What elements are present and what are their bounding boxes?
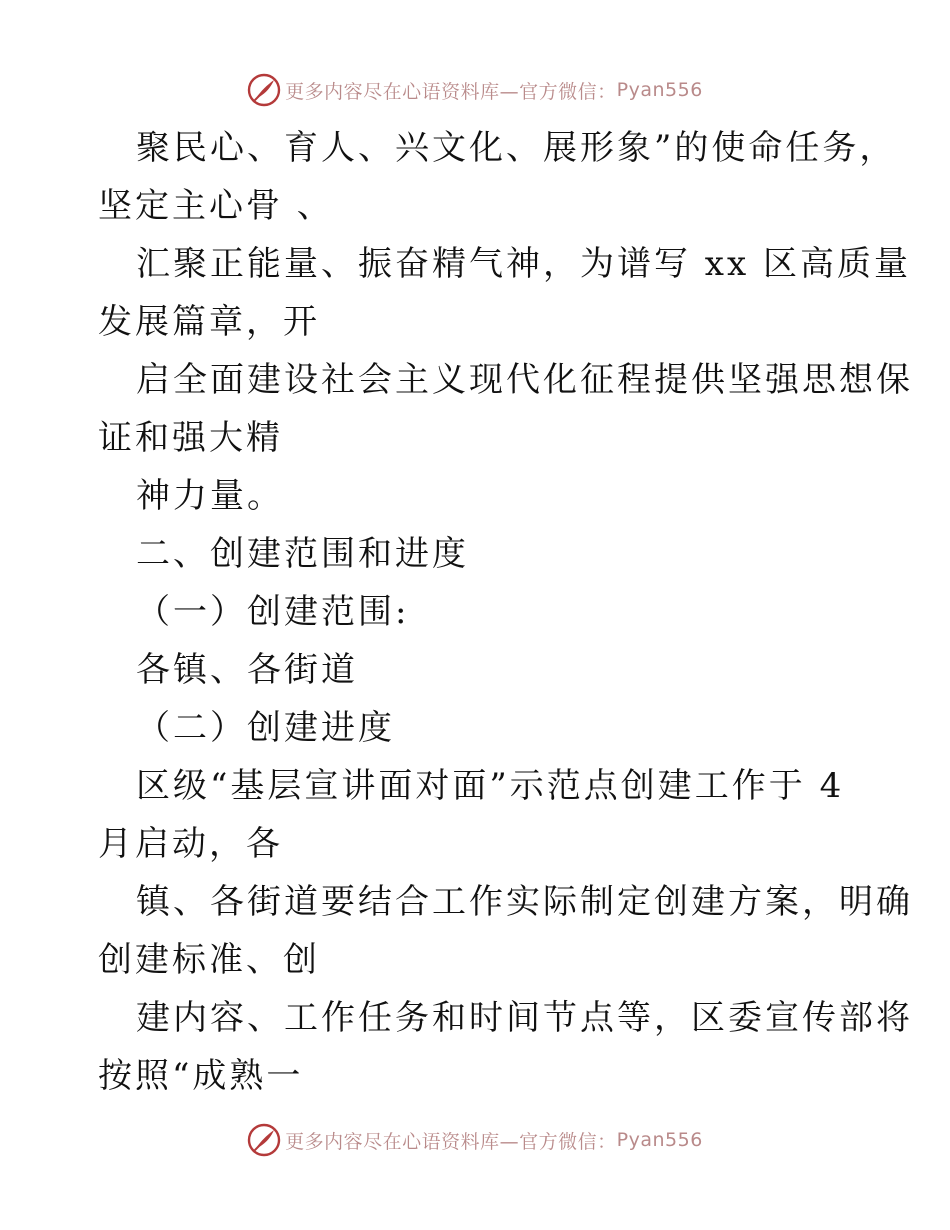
paragraph-line: 按照“成熟一 — [98, 1056, 304, 1096]
watermark-handle: Pyan556 — [616, 1129, 703, 1151]
paragraph-line: 神力量。 — [136, 476, 284, 516]
quill-pen-logo-icon — [247, 1123, 281, 1157]
footer-watermark — [0, 1120, 950, 1160]
paragraph-line: 区级“基层宣讲面对面”示范点创建工作于 4 — [136, 766, 845, 806]
paragraph-line: 建内容、工作任务和时间节点等，区委宣传部将 — [136, 998, 913, 1038]
subsection-heading: （二）创建进度 — [136, 708, 395, 748]
quill-pen-logo-icon — [247, 73, 281, 107]
paragraph-line: 各镇、各街道 — [136, 650, 358, 690]
paragraph-line: 汇聚正能量、振奋精气神，为谱写 xx 区高质量 — [136, 244, 911, 284]
paragraph-line: 证和强大精 — [98, 418, 283, 458]
paragraph-line: 聚民心、育人、兴文化、展形象”的使命任务， — [136, 128, 897, 168]
watermark-handle: Pyan556 — [616, 79, 703, 101]
paragraph-line: 镇、各街道要结合工作实际制定创建方案，明确 — [136, 882, 913, 922]
header-watermark — [0, 70, 950, 110]
paragraph-line: 创建标准、创 — [98, 940, 320, 980]
paragraph-line: 发展篇章，开 — [98, 302, 320, 342]
watermark-text: 更多内容尽在心语资料库—官方微信： — [285, 80, 617, 103]
paragraph-line: 月启动，各 — [98, 824, 283, 864]
watermark-text: 更多内容尽在心语资料库—官方微信： — [285, 1130, 617, 1153]
paragraph-line: 启全面建设社会主义现代化征程提供坚强思想保 — [136, 360, 913, 400]
subsection-heading: （一）创建范围: — [136, 592, 410, 632]
paragraph-line: 坚定主心骨 、 — [98, 186, 334, 226]
section-heading: 二、创建范围和进度 — [136, 534, 469, 574]
